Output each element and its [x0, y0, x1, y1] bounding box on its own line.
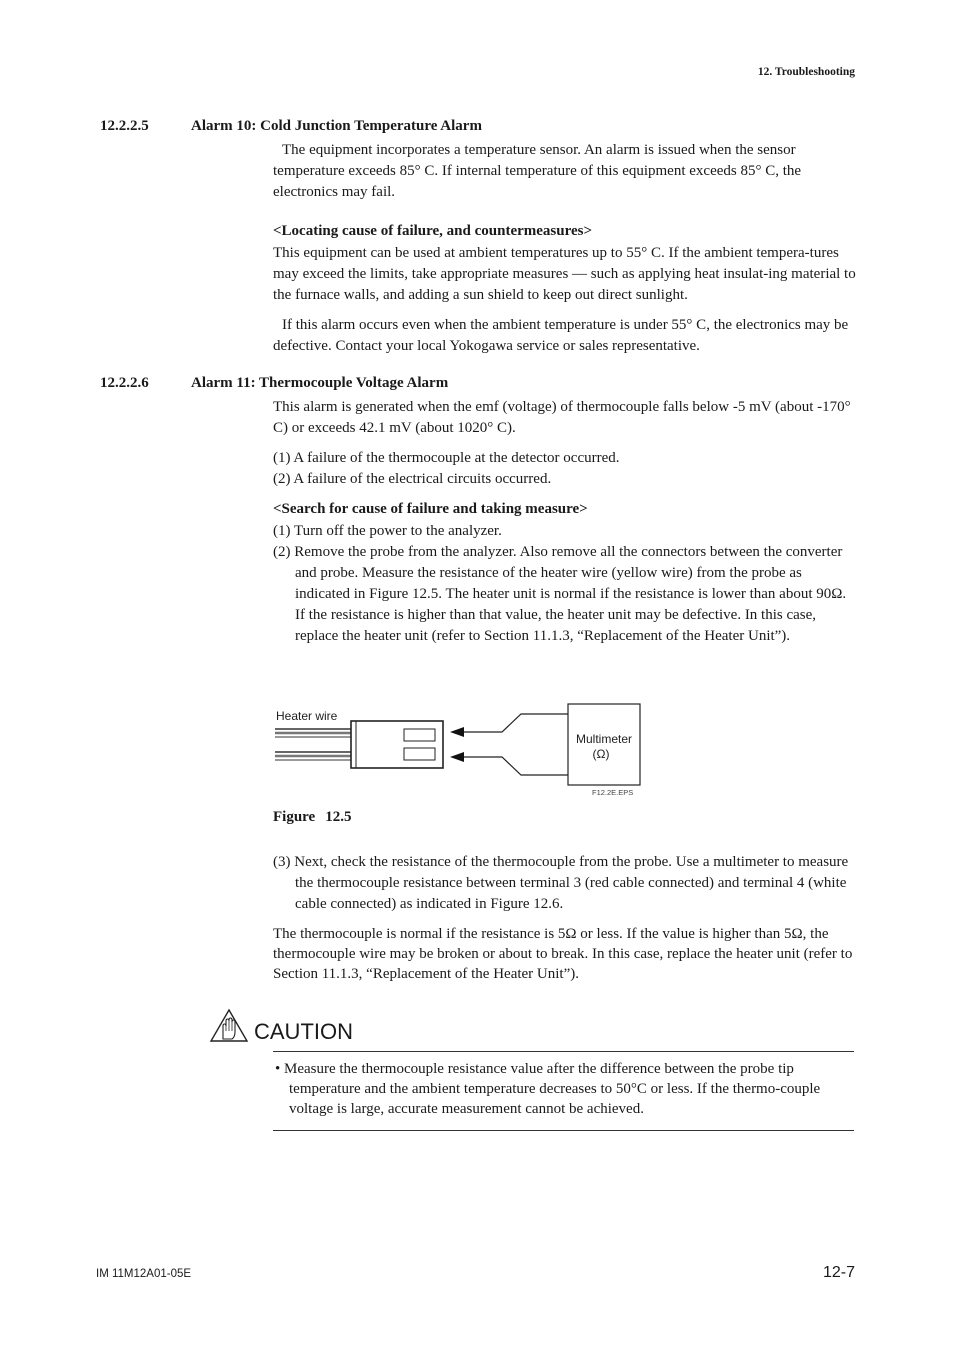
- multimeter-label: Multimeter: [575, 732, 633, 746]
- subheading: <Locating cause of failure, and countermeasures>: [273, 223, 593, 239]
- heater-wire-label: Heater wire: [276, 709, 338, 723]
- document-id: IM 11M12A01-05E: [96, 1268, 192, 1280]
- section-number: 12.2.2.5: [100, 118, 149, 134]
- section-title: Alarm 10: Cold Junction Temperature Alarm: [191, 118, 482, 134]
- divider: [273, 1051, 854, 1052]
- list-item: (1) Turn off the power to the analyzer.: [273, 523, 502, 539]
- list-item: (1) A failure of the thermocouple at the detector occurred.: [273, 450, 620, 466]
- paragraph: The thermocouple is normal if the resistance is 5Ω or less. If the value is higher than 5Ω, the thermocouple wire may be broken or about to break. In this case, replace the heater unit (refer to Section 11.1.3, “Replacement of the Heater Unit”).: [273, 926, 853, 982]
- heater-wires: [275, 729, 351, 760]
- section-title: Alarm 11: Thermocouple Voltage Alarm: [191, 375, 449, 391]
- paragraph: The equipment incorporates a temperature sensor. An alarm is issued when the sensor temperature exceeds 85° C. If internal temperature of this equipment exceeds 85° C, the electronics may fail.: [273, 142, 802, 200]
- section-number: 12.2.2.6: [100, 375, 149, 391]
- list-item: (2) A failure of the electrical circuits occurred.: [273, 471, 552, 487]
- figure-file-code: F12.2E.EPS: [592, 788, 634, 797]
- caution-label: CAUTION: [254, 1019, 353, 1044]
- paragraph: This alarm is generated when the emf (voltage) of thermocouple falls below -5 mV (about -170° C) or exceeds 42.1 mV (about 1020° C).: [273, 399, 851, 436]
- multimeter-unit: (Ω): [592, 747, 610, 761]
- figure-caption: [273, 809, 351, 826]
- list-item: (2) Remove the probe from the analyzer. Also remove all the connectors between the converter and probe. Measure the resistance of the heater wire (yellow wire) from the probe as indicated in Figure 12.5. The heater unit is normal if the resistance is lower than about 90Ω. If the resistance is higher than that value, the heater unit may be defective. In this case, replace the heater unit (refer to Section 11.1.3, “Replacement of the Heater Unit”).: [273, 544, 847, 644]
- page-number: 12-7: [822, 1264, 855, 1281]
- hand-caution-icon: [209, 1008, 249, 1044]
- figure-caption-number: 12.5: [325, 809, 352, 825]
- caution-bullet: • Measure the thermocouple resistance value after the difference between the probe tip temperature and the ambient temperature decreases to 50°C or less. If the thermo-couple voltage is large, accurate measurement cannot be achieved.: [275, 1061, 821, 1117]
- figure-diagram: [270, 700, 650, 800]
- paragraph: If this alarm occurs even when the ambient temperature is under 55° C, the electronics may be defective. Contact your local Yokogawa service or sales representative.: [273, 317, 849, 354]
- meter-leads: [450, 714, 568, 775]
- probe-connector: [351, 721, 443, 768]
- running-header: 12. Troubleshooting: [757, 66, 855, 78]
- list-item: (3) Next, check the resistance of the thermocouple from the probe. Use a multimeter to measure the thermocouple resistance between terminal 3 (red cable connected) and terminal 4 (white cable connected) as indicated in Figure 12.6.: [273, 854, 849, 912]
- subheading: <Search for cause of failure and taking measure>: [273, 501, 588, 517]
- divider: [273, 1130, 854, 1131]
- paragraph: This equipment can be used at ambient temperatures up to 55° C. If the ambient tempera-tures may exceed the limits, take appropriate measures — such as applying heat insulat-ing material to the furnace walls, and adding a sun shield to keep out direct sunlight.: [273, 245, 856, 303]
- figure-caption-prefix: Figure: [273, 809, 316, 825]
